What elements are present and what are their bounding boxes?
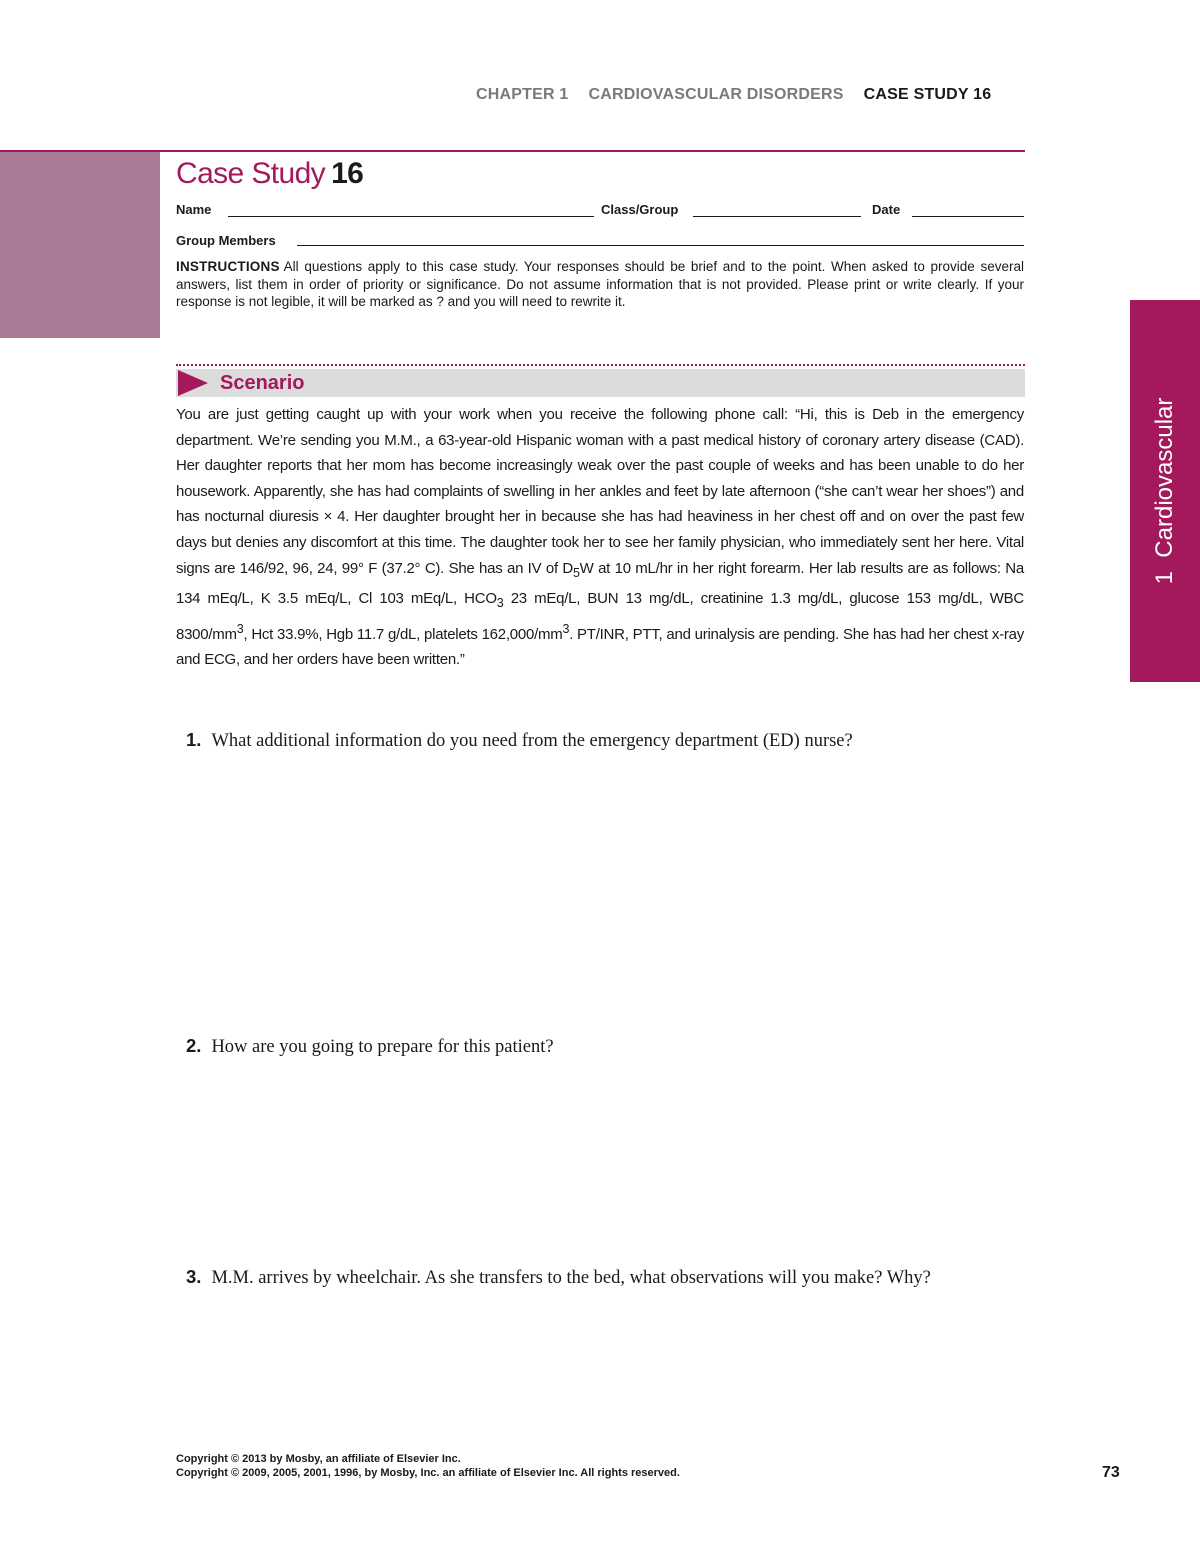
- date-field-line[interactable]: [912, 216, 1024, 217]
- group-members-label: Group Members: [176, 233, 276, 248]
- scenario-text-part: , Hct 33.9%, Hgb 11.7 g/dL, platelets 162,000/mm: [243, 625, 563, 643]
- scenario-text: [176, 402, 1024, 673]
- title-label: Case Study: [176, 157, 326, 190]
- date-label: Date: [872, 202, 901, 217]
- superscript: 3: [236, 621, 244, 636]
- name-field-line[interactable]: [228, 216, 594, 217]
- scenario-dotted-rule: [176, 364, 1025, 366]
- class-group-field-line[interactable]: [693, 216, 861, 217]
- question-text: How are you going to prepare for this patient?: [211, 1037, 554, 1057]
- copyright-line-1: Copyright © 2013 by Mosby, an affiliate of Elsevier Inc.: [176, 1453, 461, 1465]
- page-title: [176, 157, 363, 197]
- chapter-side-tab-label: 1 Cardiovascular: [1151, 397, 1178, 585]
- instructions-lead: INSTRUCTIONS: [176, 259, 280, 274]
- question-number: 3.: [186, 1266, 202, 1287]
- class-group-label: Class/Group: [601, 202, 679, 217]
- question-1: [186, 729, 1026, 752]
- question-3: [186, 1266, 1026, 1289]
- running-header: [476, 86, 1026, 110]
- scenario-text-part: W at 10 mL/hr in her right forearm. Her lab results are as follows: Na 134 mEq/L, K 3.5 mEq/L, Cl 103 mEq/L, HCO: [176, 559, 1024, 608]
- question-number: 1.: [186, 729, 202, 750]
- instructions: [176, 258, 1024, 311]
- question-2: [186, 1035, 1026, 1058]
- subscript: 3: [496, 596, 504, 611]
- scenario-text-part: 23 mEq/L, BUN 13 mg/dL, creatinine 1.3 mg/dL, glucose 153 mg/dL, WBC 8300/mm: [176, 590, 1024, 643]
- group-members-field-line[interactable]: [297, 245, 1024, 246]
- question-text: What additional information do you need from the emergency department (ED) nurse?: [211, 731, 853, 751]
- scenario-text-part: . PT/INR, PTT, and urinalysis are pending. She has had her chest x-ray and ECG, and her orders have been written.”: [176, 625, 1024, 669]
- scenario-text-part: You are just getting caught up with your work when you receive the following phone call: “Hi, this is Deb in the emergency department. We’re sending you M.M., a 63-year-old Hispanic woman with a past medical history of coronary artery disease (CAD). Her daughter reports that her mom has become increasingly weak over the past couple of weeks and has been unable to do her housework. Apparently, she has had complaints of swelling in her ankles and feet by late afternoon (“she can’t wear her shoes”) and has nocturnal diuresis × 4. Her daughter brought her in because she has had heaviness in her chest off and on over the past few days but denies any discomfort at this time. The daughter took her to see her family physician, who immediately sent her here. Vital signs are 146/92, 96, 24, 99° F (37.2° C). She has an IV of D: [176, 406, 1024, 577]
- copyright-line-2: Copyright © 2009, 2005, 2001, 1996, by Mosby, Inc. an affiliate of Elsevier Inc. All rights reserved.: [176, 1467, 680, 1479]
- question-number: 2.: [186, 1035, 202, 1056]
- subscript: 5: [572, 565, 580, 580]
- scenario-heading: Scenario: [220, 372, 305, 394]
- page-number: 73: [1102, 1464, 1120, 1481]
- instructions-text: All questions apply to this case study. Your responses should be brief and to the point. When asked to provide several answers, list them in order of priority or significance. Do not assume information that is not provided. Please print or write clearly. If your response is not legible, it will be marked as ? and you will need to rewrite it.: [176, 259, 1024, 309]
- title-number: 16: [331, 157, 364, 190]
- play-triangle-icon: [178, 370, 208, 396]
- running-header-chapter: CHAPTER 1: [476, 86, 569, 103]
- question-text: M.M. arrives by wheelchair. As she transfers to the bed, what observations will you make? Why?: [211, 1268, 931, 1288]
- running-header-case: CASE STUDY 16: [863, 86, 992, 103]
- corner-color-block: [0, 152, 160, 338]
- superscript: 3: [562, 621, 570, 636]
- running-header-section: CARDIOVASCULAR DISORDERS: [588, 86, 844, 103]
- name-label: Name: [176, 202, 212, 217]
